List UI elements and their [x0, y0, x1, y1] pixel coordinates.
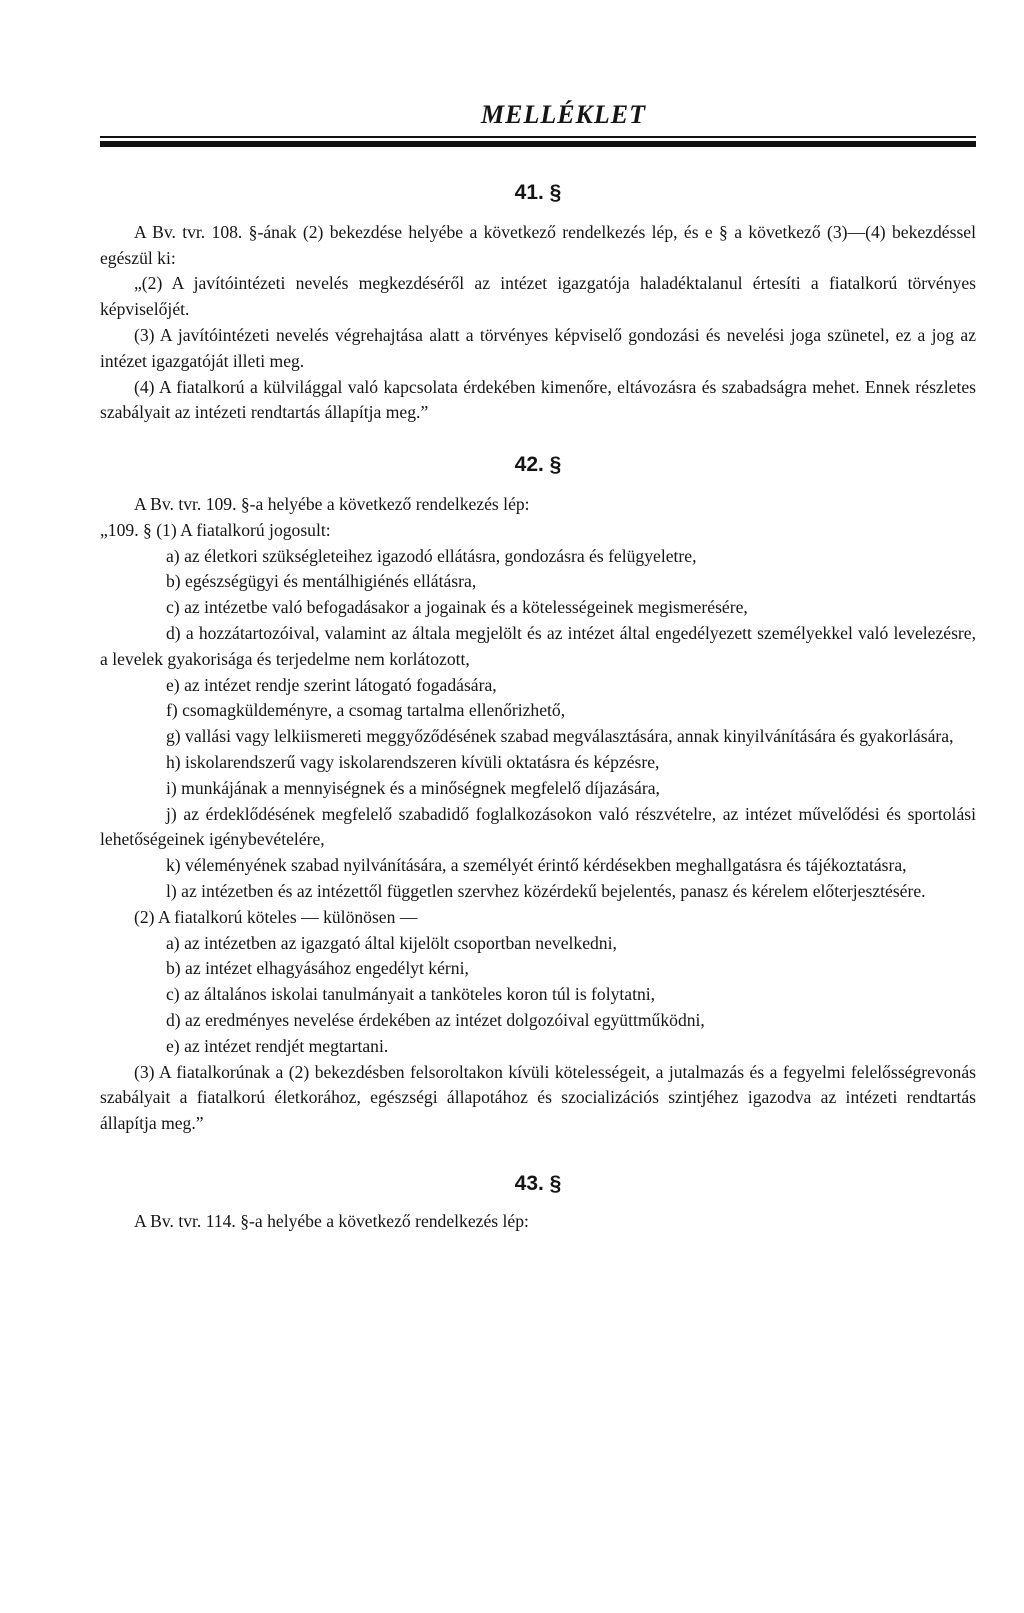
- page-title: MELLÉKLET: [480, 100, 646, 129]
- list-item: l) az intézetben és az intézettől független szervhez közérdekű bejelentés, panasz és kérelem előterjesztésére.: [166, 880, 926, 901]
- list-item: d) az eredményes nevelése érdekében az intézet dolgozóival együttműködni,: [166, 1009, 705, 1030]
- section-intro: A Bv. tvr. 109. §-a helyébe a következő rendelkezés lép:: [134, 493, 530, 514]
- paragraph: (3) A fiatalkorúnak a (2) bekezdésben felsoroltakon kívüli kötelességeit, a jutalmazás és a fegyelmi felelősségrevonás szabályait a fiatalkorú életkorához, egészségi állapotához és szocializációs szintjéhez igazodva az intézeti rendtartás állapítja meg.”: [100, 1061, 976, 1134]
- list-item: b) az intézet elhagyásához engedélyt kérni,: [166, 958, 469, 979]
- section-intro: A Bv. tvr. 114. §-a helyébe a következő rendelkezés lép:: [134, 1210, 529, 1231]
- list-item: i) munkájának a mennyiségnek és a minőségnek megfelelő díjazására,: [166, 777, 660, 798]
- list-item: c) az általános iskolai tanulmányait a tanköteles koron túl is folytatni,: [166, 984, 656, 1005]
- list-item: b) egészségügyi és mentálhigiénés ellátásra,: [166, 571, 477, 592]
- document-body: [100, 172, 976, 1234]
- list-item: k) véleményének szabad nyilvánítására, a személyét érintő kérdésekben meghallgatásra és tájékoztatásra,: [166, 855, 907, 876]
- list-item: a) az életkori szükségleteihez igazodó ellátásra, gondozásra és felügyeletre,: [166, 545, 697, 566]
- list-item: d) a hozzátartozóival, valamint az általa megjelölt és az intézet által engedélyezett személyekkel való levelezésre, a levelek gyakorisága és terjedelme nem korlátozott,: [100, 622, 976, 669]
- section-heading-41: 41. §: [514, 181, 562, 204]
- list-item: g) vallási vagy lelkiismereti meggyőződésének szabad megválasztására, annak kinyilvánítására és gyakorlására,: [166, 726, 954, 747]
- section-heading-43: 43. §: [514, 1171, 562, 1195]
- list-item: e) az intézet rendjét megtartani.: [166, 1035, 389, 1056]
- list-item: j) az érdeklődésének megfelelő szabadidő foglalkozásokon való részvételre, az intézet művelődési és sportolási lehetőségeinek igénybevételére,: [100, 803, 976, 850]
- list-item: a) az intézetben az igazgató által kijelölt csoportban nevelkedni,: [166, 932, 617, 953]
- list-item: f) csomagküldeményre, a csomag tartalma ellenőrizhető,: [166, 700, 566, 721]
- list-item: h) iskolarendszerű vagy iskolarendszeren kívüli oktatásra és képzésre,: [166, 751, 660, 772]
- paragraph-lead: (2) A fiatalkorú köteles — különösen —: [134, 906, 418, 927]
- paragraph: „(2) A javítóintézeti nevelés megkezdéséről az intézet igazgatója haladéktalanul értesíti a fiatalkorú törvényes képviselőjét.: [100, 273, 976, 320]
- paragraph: (4) A fiatalkorú a külvilággal való kapcsolata érdekében kimenőre, eltávozásra és szabadságra mehet. Ennek részletes szabályait az intézeti rendtartás állapítja meg.”: [100, 376, 976, 423]
- paragraph: (3) A javítóintézeti nevelés végrehajtása alatt a törvényes képviselő gondozási és nevelési joga szünetel, ez a jog az intézet igazgatóját illeti meg.: [100, 324, 976, 371]
- section-heading-42: 42. §: [514, 453, 562, 477]
- page-header: [100, 100, 976, 130]
- header-rule-thick: [100, 141, 976, 147]
- paragraph-lead: „109. § (1) A fiatalkorú jogosult:: [100, 519, 331, 540]
- list-item: c) az intézetbe való befogadásakor a jogainak és a kötelességeinek megismerésére,: [166, 597, 748, 618]
- list-item: e) az intézet rendje szerint látogató fogadására,: [166, 674, 497, 695]
- header-rule-thin: [100, 136, 976, 138]
- paragraph: A Bv. tvr. 108. §-ának (2) bekezdése helyébe a következő rendelkezés lép, és e § a következő (3)—(4) bekezdéssel egészül ki:: [100, 221, 976, 268]
